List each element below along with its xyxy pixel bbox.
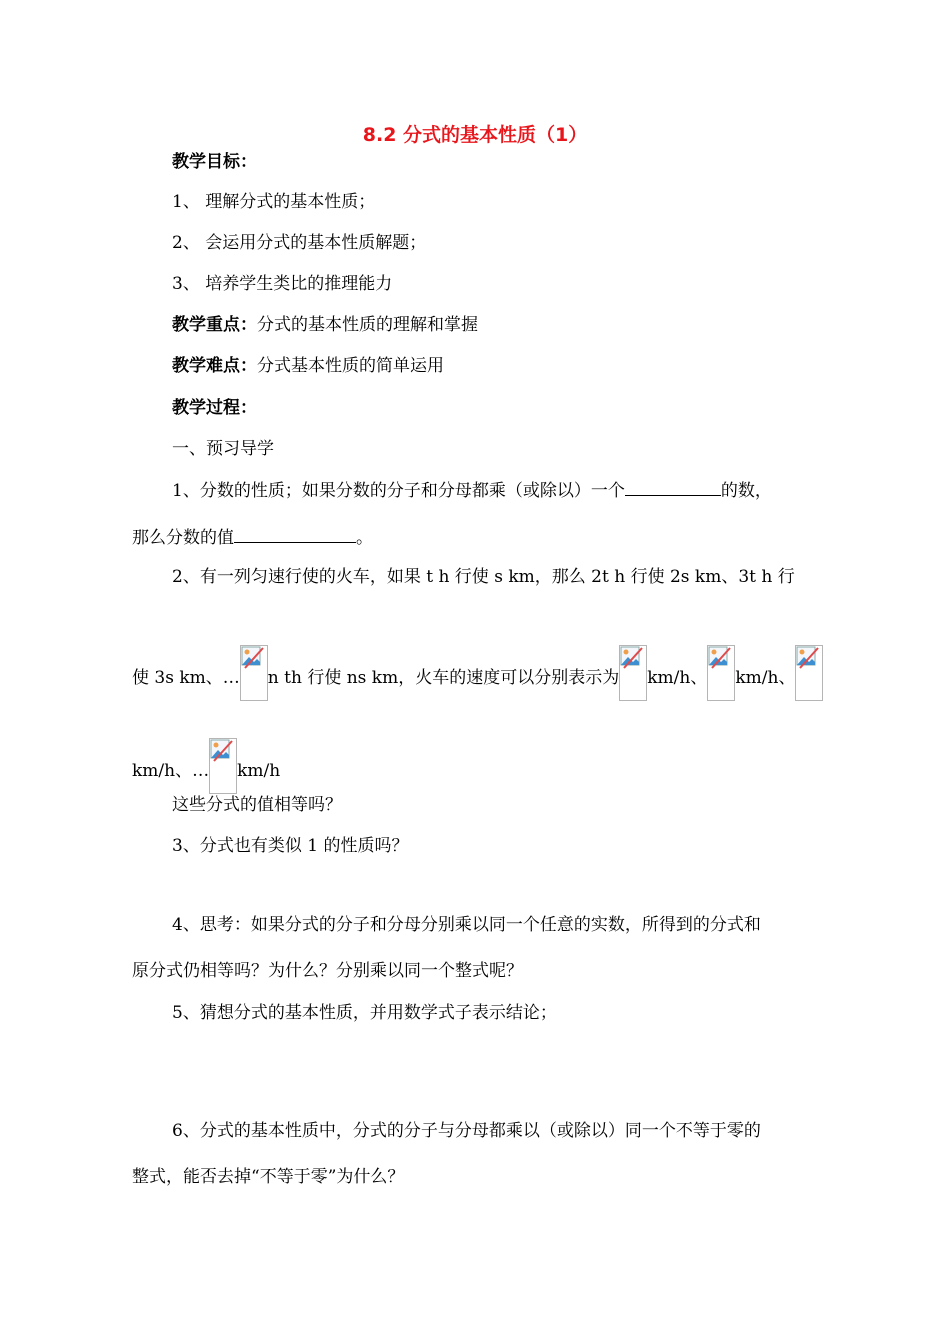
difficult-point-label: 教学难点： xyxy=(172,356,257,376)
difficult-point xyxy=(172,354,444,378)
broken-image-icon xyxy=(209,738,237,794)
difficult-point-text: 分式基本性质的简单运用 xyxy=(257,356,444,376)
q1-text: 那么分数的值 xyxy=(132,528,234,548)
answer-blank xyxy=(234,524,356,543)
objective-item: 3、 培养学生类比的推理能力 xyxy=(172,274,393,294)
q2-text: 使 3s km、… xyxy=(132,668,240,688)
question-6-line-1: 6、分式的基本性质中，分式的分子与分母都乘以（或除以）同一个不等于零的 xyxy=(172,1121,761,1141)
unit-text: km/h、 xyxy=(647,668,708,688)
objective-item: 1、 理解分式的基本性质； xyxy=(172,192,376,212)
q2-text: n th 行使 ns km，火车的速度可以分别表示为 xyxy=(267,668,620,688)
question-6-line-2: 整式，能否去掉“不等于零”为什么？ xyxy=(132,1167,405,1187)
answer-blank xyxy=(625,477,721,496)
question-4-line-2: 原分式仍相等吗？为什么？分别乘以同一个整式呢？ xyxy=(132,961,523,981)
unit-text: km/h、 xyxy=(735,668,796,688)
broken-image-icon xyxy=(240,645,268,701)
key-point-text: 分式的基本性质的理解和掌握 xyxy=(257,315,478,335)
process-heading: 教学过程： xyxy=(172,398,257,418)
question-2-line-2 xyxy=(132,645,823,701)
question-2-line-1: 2、有一列匀速行使的火车，如果 t h 行使 s km，那么 2t h 行使 2s km、3t h 行 xyxy=(172,567,795,587)
question-3: 3、分式也有类似 1 的性质吗？ xyxy=(172,836,409,856)
question-4-line-1: 4、思考：如果分式的分子和分母分别乘以同一个任意的实数，所得到的分式和 xyxy=(172,915,761,935)
section-heading: 一、预习导学 xyxy=(172,439,274,459)
objective-item: 2、 会运用分式的基本性质解题； xyxy=(172,233,427,253)
question-5: 5、猜想分式的基本性质，并用数学式子表示结论； xyxy=(172,1003,557,1023)
unit-text: km/h xyxy=(237,761,281,781)
objectives-heading: 教学目标： xyxy=(172,152,257,172)
question-2-line-3 xyxy=(132,738,280,794)
question-2-follow: 这些分式的值相等吗？ xyxy=(172,795,342,815)
key-point-label: 教学重点： xyxy=(172,315,257,335)
broken-image-icon xyxy=(795,645,823,701)
broken-image-icon xyxy=(619,645,647,701)
unit-text: km/h、… xyxy=(132,761,210,781)
question-1-line-1 xyxy=(172,477,772,503)
broken-image-icon xyxy=(707,645,735,701)
page-title: 8.2 分式的基本性质（1） xyxy=(362,124,588,146)
key-point xyxy=(172,313,478,337)
q1-text: 。 xyxy=(356,528,373,548)
question-1-line-2 xyxy=(132,524,373,550)
q1-text: 1、分数的性质；如果分数的分子和分母都乘（或除以）一个 xyxy=(172,481,625,501)
q1-text: 的数， xyxy=(720,481,772,501)
